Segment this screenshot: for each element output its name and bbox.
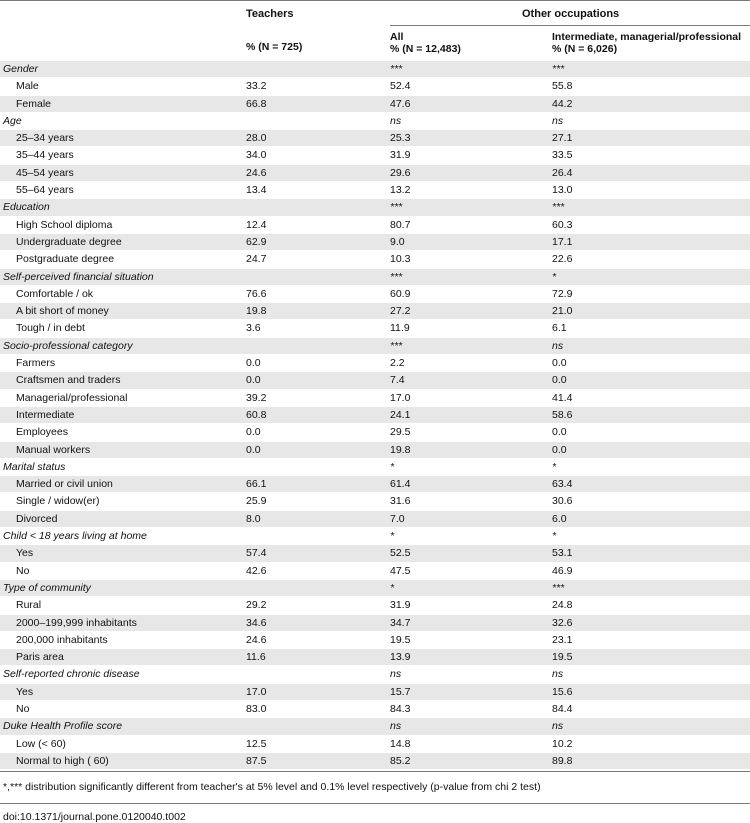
all-cell: 19.8 [390, 443, 411, 456]
all-cell: 27.2 [390, 305, 411, 318]
all-cell: 17.0 [390, 391, 411, 404]
row-label: Comfortable / ok [16, 287, 94, 300]
intermediate-cell: 89.8 [552, 754, 573, 767]
row-label: Type of community [3, 581, 91, 594]
header-all: All [390, 31, 404, 43]
intermediate-cell: 27.1 [552, 132, 573, 145]
row-label: Socio-professional category [3, 339, 133, 352]
all-cell: ns [390, 114, 402, 127]
teachers-cell: 34.6 [246, 616, 267, 629]
row-label: 35–44 years [16, 149, 74, 162]
teachers-cell: 8.0 [246, 512, 261, 525]
all-cell: 85.2 [390, 754, 411, 767]
teachers-cell: 34.0 [246, 149, 267, 162]
all-cell: ns [390, 720, 402, 733]
all-cell: 13.2 [390, 184, 411, 197]
row-label: 45–54 years [16, 166, 74, 179]
table-row [0, 372, 750, 389]
all-cell: 52.5 [390, 547, 411, 560]
all-cell: 25.3 [390, 132, 411, 145]
row-label: Self-perceived financial situation [3, 270, 154, 283]
table-row [0, 320, 750, 337]
all-cell: 31.6 [390, 495, 411, 508]
row-label: Managerial/professional [16, 391, 128, 404]
table-row [0, 597, 750, 614]
category-row [0, 528, 750, 545]
category-row [0, 718, 750, 735]
intermediate-cell: 21.0 [552, 305, 573, 318]
category-row [0, 61, 750, 78]
row-label: No [16, 564, 30, 577]
doi-rule [0, 803, 750, 804]
row-label: 200,000 inhabitants [16, 633, 108, 646]
intermediate-cell: ns [552, 339, 564, 352]
row-label: Paris area [16, 651, 64, 664]
all-cell: 84.3 [390, 702, 411, 715]
all-cell: 14.8 [390, 737, 411, 750]
teachers-cell: 42.6 [246, 564, 267, 577]
row-label: Divorced [16, 512, 58, 525]
all-cell: 52.4 [390, 80, 411, 93]
row-label: Rural [16, 599, 42, 612]
row-label: High School diploma [16, 218, 113, 231]
table-row [0, 234, 750, 251]
all-cell: * [390, 530, 395, 543]
category-row [0, 338, 750, 355]
row-label: Craftsmen and traders [16, 374, 121, 387]
table-row [0, 165, 750, 182]
row-label: A bit short of money [16, 305, 109, 318]
table-row [0, 217, 750, 234]
intermediate-cell: 58.6 [552, 408, 573, 421]
table-row [0, 147, 750, 164]
teachers-cell: 12.5 [246, 737, 267, 750]
row-label: Low (< 60) [16, 737, 66, 750]
row-label: Normal to high ( 60) [16, 754, 109, 767]
teachers-cell: 24.6 [246, 166, 267, 179]
teachers-cell: 12.4 [246, 218, 267, 231]
intermediate-cell: * [552, 530, 557, 543]
header-teachers: Teachers [246, 8, 294, 20]
row-label: Intermediate [16, 408, 75, 421]
footnote: *,*** distribution significantly different from teacher's at 5% level and 0.1% level respectively (p-value from chi 2 test) [3, 781, 541, 794]
intermediate-cell: 0.0 [552, 426, 567, 439]
intermediate-cell: 60.3 [552, 218, 573, 231]
table-row [0, 96, 750, 113]
table-row [0, 424, 750, 441]
intermediate-cell: ns [552, 720, 564, 733]
table-row [0, 286, 750, 303]
all-cell: 7.0 [390, 512, 405, 525]
all-cell: *** [390, 270, 403, 283]
intermediate-cell: 72.9 [552, 287, 573, 300]
intermediate-cell: 24.8 [552, 599, 573, 612]
intermediate-cell: 0.0 [552, 443, 567, 456]
teachers-cell: 87.5 [246, 754, 267, 767]
intermediate-cell: 55.8 [552, 80, 573, 93]
category-row [0, 580, 750, 597]
table-row [0, 753, 750, 770]
intermediate-cell: 33.5 [552, 149, 573, 162]
teachers-cell: 0.0 [246, 443, 261, 456]
intermediate-cell: *** [552, 63, 565, 75]
teachers-cell: 24.6 [246, 633, 267, 646]
intermediate-cell: 53.1 [552, 547, 573, 560]
row-label: Yes [16, 685, 34, 698]
table-header [0, 0, 750, 26]
intermediate-cell: 44.2 [552, 97, 573, 110]
all-cell: 9.0 [390, 235, 405, 248]
intermediate-cell: 63.4 [552, 478, 573, 491]
table-row [0, 563, 750, 580]
all-cell: 47.6 [390, 97, 411, 110]
table-row [0, 303, 750, 320]
row-label: Male [16, 80, 39, 93]
row-label: Postgraduate degree [16, 253, 115, 266]
row-label: Marital status [3, 460, 66, 473]
all-cell: 34.7 [390, 616, 411, 629]
teachers-cell: 17.0 [246, 685, 267, 698]
all-cell: 29.6 [390, 166, 411, 179]
intermediate-cell: 15.6 [552, 685, 573, 698]
category-row [0, 459, 750, 476]
intermediate-cell: 22.6 [552, 253, 573, 266]
teachers-cell: 62.9 [246, 235, 267, 248]
intermediate-cell: 0.0 [552, 374, 567, 387]
intermediate-cell: 6.0 [552, 512, 567, 525]
intermediate-cell: 46.9 [552, 564, 573, 577]
footnote-rule [0, 771, 750, 772]
all-cell: 11.9 [390, 322, 410, 335]
all-cell: 47.5 [390, 564, 411, 577]
row-label: Yes [16, 547, 34, 560]
teachers-cell: 39.2 [246, 391, 267, 404]
all-cell: 13.9 [390, 651, 411, 664]
all-cell: 24.1 [390, 408, 411, 421]
table-row [0, 649, 750, 666]
table-row [0, 476, 750, 493]
teachers-cell: 66.1 [246, 478, 267, 491]
category-row [0, 113, 750, 130]
teachers-cell: 19.8 [246, 305, 267, 318]
teachers-cell: 13.4 [246, 184, 267, 197]
row-label: Farmers [16, 357, 56, 370]
table-body [0, 61, 750, 770]
category-row [0, 269, 750, 286]
category-row [0, 666, 750, 683]
all-cell: 31.9 [390, 599, 411, 612]
intermediate-cell: ns [552, 668, 564, 681]
row-label: Manual workers [16, 443, 91, 456]
table-row [0, 78, 750, 95]
all-cell: 15.7 [390, 685, 411, 698]
teachers-cell: 33.2 [246, 80, 267, 93]
table-row [0, 251, 750, 268]
row-label: Employees [16, 426, 68, 439]
all-cell: * [390, 460, 395, 473]
all-cell: *** [390, 201, 403, 214]
all-cell: 19.5 [390, 633, 411, 646]
teachers-cell: 28.0 [246, 132, 267, 145]
teachers-cell: 25.9 [246, 495, 267, 508]
table-row [0, 493, 750, 510]
table-row [0, 442, 750, 459]
all-cell: 61.4 [390, 478, 411, 491]
row-label: Undergraduate degree [16, 235, 122, 248]
all-cell: 31.9 [390, 149, 411, 162]
row-label: 55–64 years [16, 184, 74, 197]
teachers-cell: 76.6 [246, 287, 267, 300]
intermediate-cell: *** [552, 201, 565, 214]
intermediate-cell: 19.5 [552, 651, 573, 664]
teachers-cell: 66.8 [246, 97, 267, 110]
teachers-cell: 3.6 [246, 322, 261, 335]
table-row [0, 736, 750, 753]
all-cell: *** [390, 339, 403, 352]
all-cell: 80.7 [390, 218, 411, 231]
teachers-cell: 11.6 [246, 651, 266, 664]
teachers-cell: 60.8 [246, 408, 267, 421]
row-label: Female [16, 97, 52, 110]
intermediate-cell: 30.6 [552, 495, 573, 508]
all-cell: 10.3 [390, 253, 411, 266]
row-label: Education [3, 201, 50, 214]
header-intermediate: Intermediate, managerial/professional [552, 31, 742, 43]
row-label: Self-reported chronic disease [3, 668, 140, 681]
intermediate-cell: ns [552, 114, 564, 127]
row-label: 25–34 years [16, 132, 74, 145]
all-cell: 7.4 [390, 374, 405, 387]
header-other-occupations: Other occupations [522, 8, 620, 20]
doi-text: doi:10.1371/journal.pone.0120040.t002 [3, 811, 186, 823]
all-cell: *** [390, 63, 403, 75]
teachers-cell: 0.0 [246, 374, 261, 387]
table-row [0, 632, 750, 649]
all-cell: 60.9 [390, 287, 411, 300]
row-label: No [16, 702, 30, 715]
table-row [0, 130, 750, 147]
table-row [0, 511, 750, 528]
teachers-cell: 0.0 [246, 426, 261, 439]
intermediate-cell: 6.1 [552, 322, 567, 335]
row-label: Child < 18 years living at home [3, 530, 147, 543]
intermediate-cell: 41.4 [552, 391, 573, 404]
table-row [0, 615, 750, 632]
teachers-cell: 83.0 [246, 702, 267, 715]
all-cell: ns [390, 668, 402, 681]
header-teachers-n: % (N = 725) [246, 41, 303, 53]
category-row [0, 199, 750, 216]
table-row [0, 684, 750, 701]
intermediate-cell: * [552, 270, 557, 283]
teachers-cell: 57.4 [246, 547, 267, 560]
intermediate-cell: 23.1 [552, 633, 573, 646]
intermediate-cell: *** [552, 581, 565, 594]
teachers-cell: 24.7 [246, 253, 267, 266]
header-intermediate-n: % (N = 6,026) [552, 43, 618, 55]
intermediate-cell: 17.1 [552, 235, 573, 248]
table-row [0, 407, 750, 424]
row-label: Single / widow(er) [16, 495, 100, 508]
all-cell: * [390, 581, 395, 594]
row-label: Gender [3, 63, 39, 75]
table-row [0, 182, 750, 199]
row-label: Age [3, 114, 22, 127]
intermediate-cell: * [552, 460, 557, 473]
intermediate-cell: 84.4 [552, 702, 573, 715]
intermediate-cell: 32.6 [552, 616, 573, 629]
all-cell: 29.5 [390, 426, 411, 439]
table-row [0, 355, 750, 372]
table-subheader [0, 25, 750, 61]
table-row [0, 390, 750, 407]
table-row [0, 545, 750, 562]
header-all-n: % (N = 12,483) [390, 43, 461, 55]
teachers-cell: 29.2 [246, 599, 267, 612]
row-label: 2000–199,999 inhabitants [16, 616, 137, 629]
intermediate-cell: 13.0 [552, 184, 573, 197]
intermediate-cell: 26.4 [552, 166, 573, 179]
row-label: Duke Health Profile score [3, 720, 123, 733]
intermediate-cell: 0.0 [552, 357, 567, 370]
teachers-cell: 0.0 [246, 357, 261, 370]
all-cell: 2.2 [390, 357, 405, 370]
table-row [0, 701, 750, 718]
row-label: Married or civil union [16, 478, 113, 491]
row-label: Tough / in debt [16, 322, 85, 335]
intermediate-cell: 10.2 [552, 737, 573, 750]
